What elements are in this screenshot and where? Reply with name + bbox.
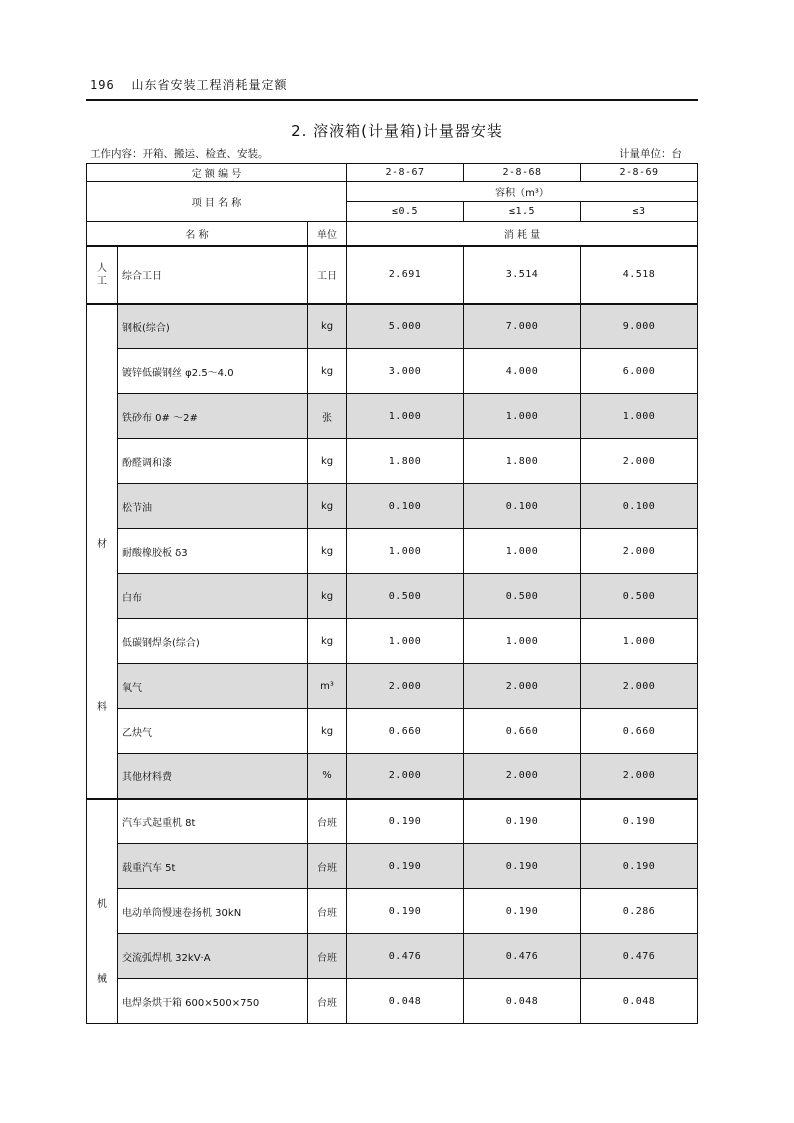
quota-code: 2-8-69	[581, 164, 698, 182]
item-value: 3.514	[464, 246, 581, 304]
header-rule	[86, 99, 698, 101]
work-content: 工作内容：开箱、搬运、检查、安装。	[90, 148, 269, 160]
item-unit: 台班	[308, 979, 347, 1024]
item-value: 0.048	[581, 979, 698, 1024]
item-name-label: 项 目 名 称	[87, 182, 347, 222]
table-row	[87, 754, 698, 799]
item-value: 0.190	[581, 844, 698, 889]
item-value: 0.190	[347, 799, 464, 844]
item-name: 交流弧焊机 32kV·A	[118, 934, 308, 979]
table-row	[87, 574, 698, 619]
item-value: 9.000	[581, 304, 698, 349]
table-row	[87, 979, 698, 1024]
item-unit: kg	[308, 304, 347, 349]
item-unit: kg	[308, 574, 347, 619]
item-value: 0.500	[347, 574, 464, 619]
item-value: 1.000	[464, 619, 581, 664]
item-unit: 台班	[308, 889, 347, 934]
volume-label: 容积（m³）	[347, 182, 698, 202]
item-name: 松节油	[118, 484, 308, 529]
item-name: 耐酸橡胶板 δ3	[118, 529, 308, 574]
quota-table	[86, 163, 698, 1024]
item-value: 2.000	[581, 664, 698, 709]
page-number: 196	[90, 78, 115, 92]
item-name: 汽车式起重机 8t	[118, 799, 308, 844]
item-value: 0.476	[464, 934, 581, 979]
item-unit: 台班	[308, 934, 347, 979]
item-value: 0.500	[581, 574, 698, 619]
item-name: 氧气	[118, 664, 308, 709]
item-value: 0.286	[581, 889, 698, 934]
item-value: 1.000	[581, 394, 698, 439]
item-value: 1.000	[347, 619, 464, 664]
item-value: 1.800	[464, 439, 581, 484]
table-row	[87, 664, 698, 709]
running-header	[90, 76, 288, 93]
item-unit: m³	[308, 664, 347, 709]
item-value: 4.518	[581, 246, 698, 304]
col-name-header: 名 称	[87, 222, 308, 246]
item-name: 铁砂布 0# ～2#	[118, 394, 308, 439]
item-value: 0.048	[347, 979, 464, 1024]
item-value: 2.000	[347, 754, 464, 799]
item-value: 0.190	[347, 844, 464, 889]
item-name: 电动单筒慢速卷扬机 30kN	[118, 889, 308, 934]
item-name: 乙炔气	[118, 709, 308, 754]
column-header-row	[87, 222, 698, 246]
item-unit: 台班	[308, 799, 347, 844]
section-title: 2. 溶液箱(计量箱)计量器安装	[291, 122, 503, 140]
item-unit: kg	[308, 484, 347, 529]
item-value: 0.190	[464, 889, 581, 934]
item-value: 1.000	[464, 394, 581, 439]
volume-value: ≤1.5	[464, 202, 581, 222]
code-row	[87, 164, 698, 182]
item-value: 2.000	[464, 664, 581, 709]
item-value: 2.000	[581, 529, 698, 574]
item-unit: kg	[308, 439, 347, 484]
item-unit: 张	[308, 394, 347, 439]
item-value: 0.048	[464, 979, 581, 1024]
item-value: 0.100	[464, 484, 581, 529]
volume-value: ≤3	[581, 202, 698, 222]
item-unit: kg	[308, 349, 347, 394]
item-value: 3.000	[347, 349, 464, 394]
table-row	[87, 439, 698, 484]
item-value: 1.000	[347, 529, 464, 574]
item-name: 综合工日	[118, 246, 308, 304]
item-value: 0.190	[581, 799, 698, 844]
col-consumption-header: 消 耗 量	[347, 222, 698, 246]
item-name: 镀锌低碳钢丝 φ2.5～4.0	[118, 349, 308, 394]
item-value: 0.190	[464, 844, 581, 889]
item-unit: 台班	[308, 844, 347, 889]
item-unit: kg	[308, 529, 347, 574]
item-value: 1.000	[347, 394, 464, 439]
table-row	[87, 304, 698, 349]
item-value: 4.000	[464, 349, 581, 394]
item-name: 其他材料费	[118, 754, 308, 799]
item-value: 5.000	[347, 304, 464, 349]
book-title: 山东省安装工程消耗量定额	[131, 78, 288, 92]
measure-unit: 计量单位：台	[619, 148, 682, 160]
table-row	[87, 799, 698, 844]
category-labor: 人 工	[87, 246, 118, 304]
table-row	[87, 709, 698, 754]
item-value: 6.000	[581, 349, 698, 394]
item-unit: kg	[308, 619, 347, 664]
item-value: 0.190	[347, 889, 464, 934]
item-value: 2.000	[581, 754, 698, 799]
category-machinery: 机 械	[87, 799, 118, 1024]
volume-value: ≤0.5	[347, 202, 464, 222]
item-value: 2.000	[464, 754, 581, 799]
item-value: 1.800	[347, 439, 464, 484]
item-value: 1.000	[581, 619, 698, 664]
item-value: 0.100	[347, 484, 464, 529]
category-materials: 材 料	[87, 304, 118, 799]
item-value: 0.476	[581, 934, 698, 979]
item-value: 0.660	[347, 709, 464, 754]
item-unit: 工日	[308, 246, 347, 304]
quota-code: 2-8-67	[347, 164, 464, 182]
table-row	[87, 934, 698, 979]
item-value: 2.691	[347, 246, 464, 304]
item-value: 0.100	[581, 484, 698, 529]
item-name: 低碳钢焊条(综合)	[118, 619, 308, 664]
item-name: 电焊条烘干箱 600×500×750	[118, 979, 308, 1024]
volume-header-row	[87, 182, 698, 202]
item-value: 0.500	[464, 574, 581, 619]
item-value: 0.660	[464, 709, 581, 754]
item-unit: %	[308, 754, 347, 799]
item-value: 0.190	[464, 799, 581, 844]
quota-code-label: 定 额 编 号	[87, 164, 347, 182]
item-value: 2.000	[347, 664, 464, 709]
item-value: 0.660	[581, 709, 698, 754]
table-row	[87, 889, 698, 934]
item-value: 0.476	[347, 934, 464, 979]
table-row	[87, 349, 698, 394]
item-name: 钢板(综合)	[118, 304, 308, 349]
item-value: 2.000	[581, 439, 698, 484]
item-value: 7.000	[464, 304, 581, 349]
item-name: 酚醛调和漆	[118, 439, 308, 484]
table-row	[87, 529, 698, 574]
table-row	[87, 394, 698, 439]
item-unit: kg	[308, 709, 347, 754]
item-value: 1.000	[464, 529, 581, 574]
table-row	[87, 484, 698, 529]
item-name: 载重汽车 5t	[118, 844, 308, 889]
table-row	[87, 246, 698, 304]
col-unit-header: 单位	[308, 222, 347, 246]
table-row	[87, 844, 698, 889]
table-row	[87, 619, 698, 664]
quota-code: 2-8-68	[464, 164, 581, 182]
item-name: 白布	[118, 574, 308, 619]
